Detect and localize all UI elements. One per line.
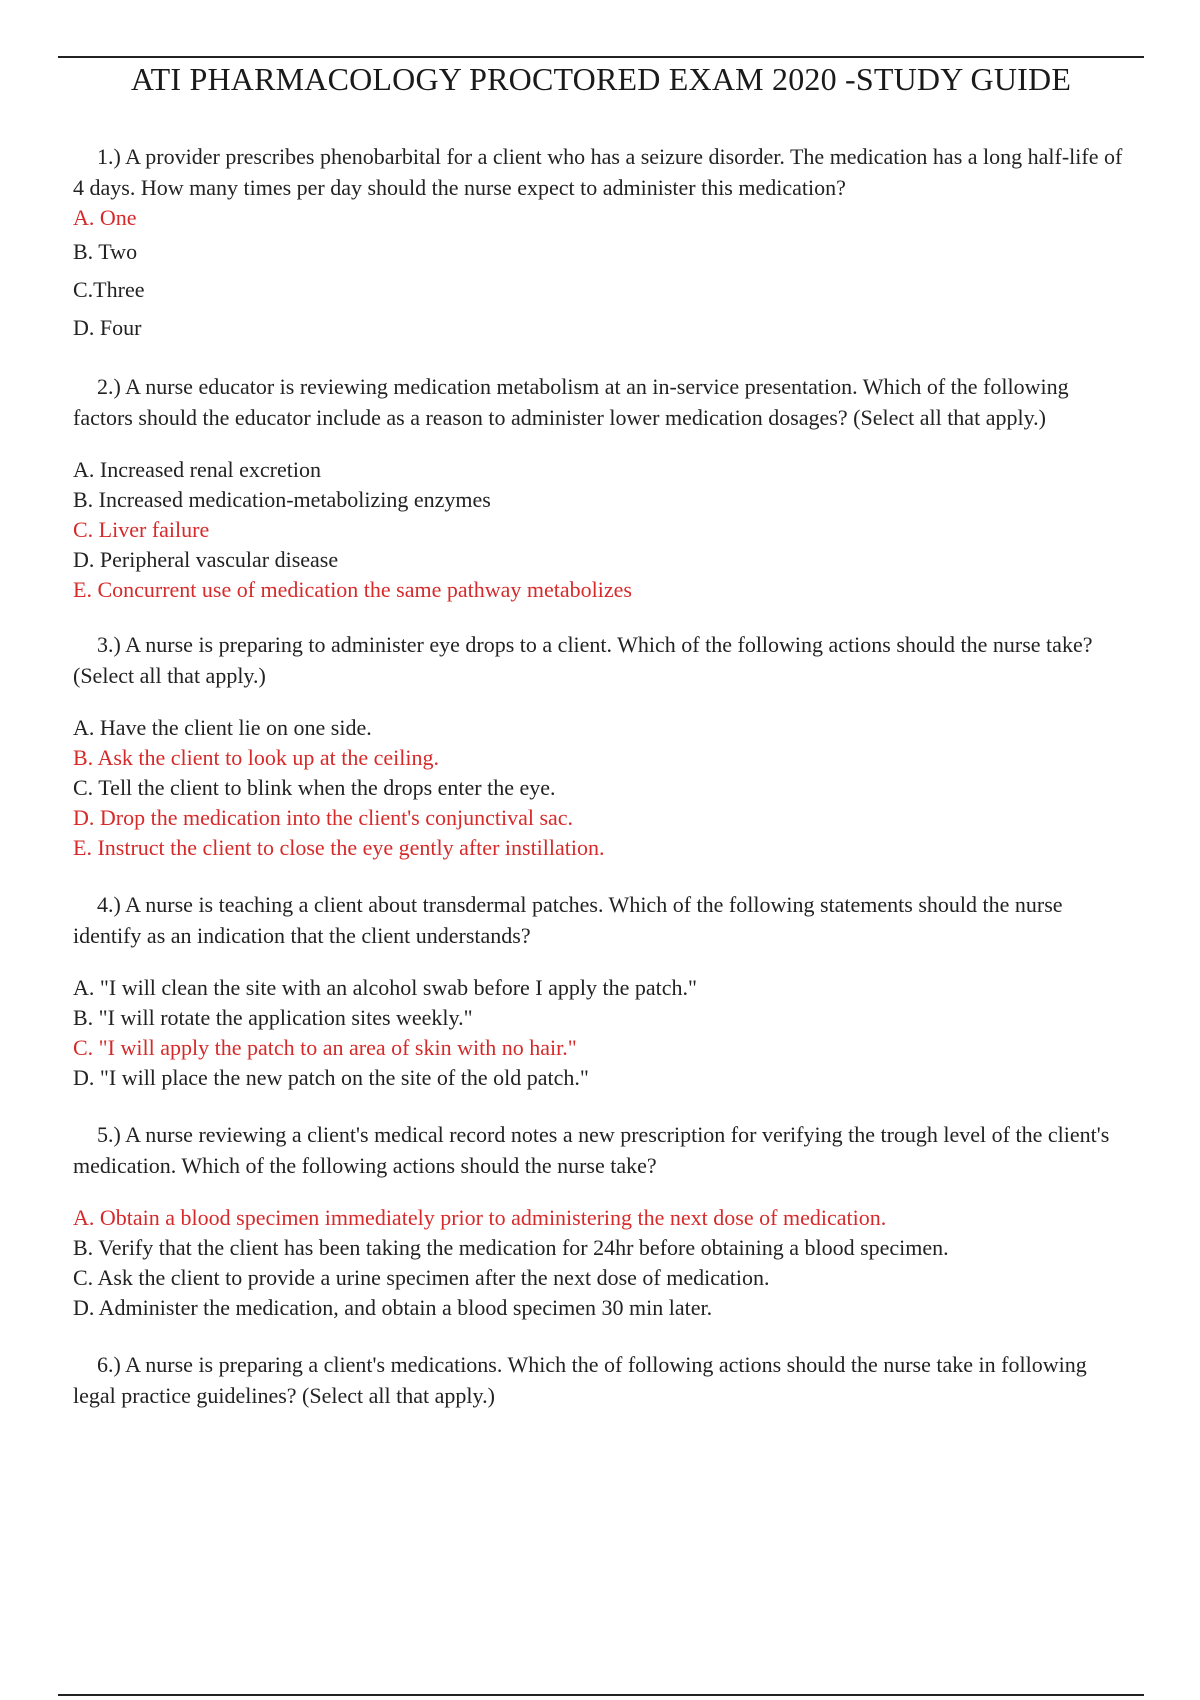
option: C. "I will apply the patch to an area of skin with no hair." bbox=[73, 1035, 577, 1060]
option: B. Ask the client to look up at the ceiling. bbox=[73, 745, 439, 770]
option: D. Peripheral vascular disease bbox=[73, 547, 339, 572]
option: C. Ask the client to provide a urine specimen after the next dose of medication. bbox=[73, 1265, 770, 1290]
question-3-stem: 3.) A nurse is preparing to administer eye drops to a client. Which of the following actions should the nurse take? (Select all that apply.) bbox=[73, 632, 1093, 688]
option: A. One bbox=[73, 205, 137, 230]
question-3-options bbox=[73, 713, 1133, 863]
question-4-options bbox=[73, 973, 1133, 1093]
question-6 bbox=[73, 1349, 1133, 1411]
question-2-stem: 2.) A nurse educator is reviewing medication metabolism at an in-service presentation. Which of the following factors should the educator include as a reason to administer lower medication dosages? (Select all that apply.) bbox=[73, 374, 1069, 430]
question-1-stem: 1.) A provider prescribes phenobarbital for a client who has a seizure disorder. The medication has a long half-life of 4 days. How many times per day should the nurse expect to administer this medication? bbox=[73, 144, 1123, 200]
question-list bbox=[73, 141, 1133, 1411]
option: C. Tell the client to blink when the drops enter the eye. bbox=[73, 775, 556, 800]
option: B. Verify that the client has been taking the medication for 24hr before obtaining a blood specimen. bbox=[73, 1235, 949, 1260]
question-3 bbox=[73, 629, 1133, 863]
question-5-stem: 5.) A nurse reviewing a client's medical record notes a new prescription for verifying the trough level of the client's medication. Which of the following actions should the nurse take? bbox=[73, 1122, 1110, 1178]
question-2 bbox=[73, 371, 1133, 605]
option: D. Four bbox=[73, 315, 142, 340]
option: B. Increased medication-metabolizing enzymes bbox=[73, 487, 491, 512]
page-title: ATI PHARMACOLOGY PROCTORED EXAM 2020 -STUDY GUIDE bbox=[130, 61, 1072, 97]
question-4 bbox=[73, 889, 1133, 1093]
option: D. Drop the medication into the client's conjunctival sac. bbox=[73, 805, 574, 830]
option: A. Have the client lie on one side. bbox=[73, 715, 372, 740]
question-2-options bbox=[73, 455, 1133, 605]
option: B. "I will rotate the application sites weekly." bbox=[73, 1005, 473, 1030]
question-5 bbox=[73, 1119, 1133, 1323]
option: A. "I will clean the site with an alcohol swab before I apply the patch." bbox=[73, 975, 697, 1000]
option: A. Obtain a blood specimen immediately prior to administering the next dose of medication. bbox=[73, 1205, 887, 1230]
option: C.Three bbox=[73, 277, 145, 302]
question-1 bbox=[73, 141, 1133, 347]
top-rule bbox=[58, 56, 1144, 58]
option: D. "I will place the new patch on the site of the old patch." bbox=[73, 1065, 589, 1090]
option: D. Administer the medication, and obtain a blood specimen 30 min later. bbox=[73, 1295, 713, 1320]
option: E. Instruct the client to close the eye gently after instillation. bbox=[73, 835, 605, 860]
bottom-rule bbox=[58, 1694, 1144, 1696]
option: B. Two bbox=[73, 239, 138, 264]
option: A. Increased renal excretion bbox=[73, 457, 321, 482]
question-1-options bbox=[73, 203, 1133, 347]
question-4-stem: 4.) A nurse is teaching a client about transdermal patches. Which of the following statements should the nurse identify as an indication that the client understands? bbox=[73, 892, 1063, 948]
option: C. Liver failure bbox=[73, 517, 210, 542]
question-5-options bbox=[73, 1203, 1133, 1323]
question-6-stem: 6.) A nurse is preparing a client's medications. Which the of following actions should the nurse take in following legal practice guidelines? (Select all that apply.) bbox=[73, 1352, 1087, 1408]
option: E. Concurrent use of medication the same pathway metabolizes bbox=[73, 577, 632, 602]
